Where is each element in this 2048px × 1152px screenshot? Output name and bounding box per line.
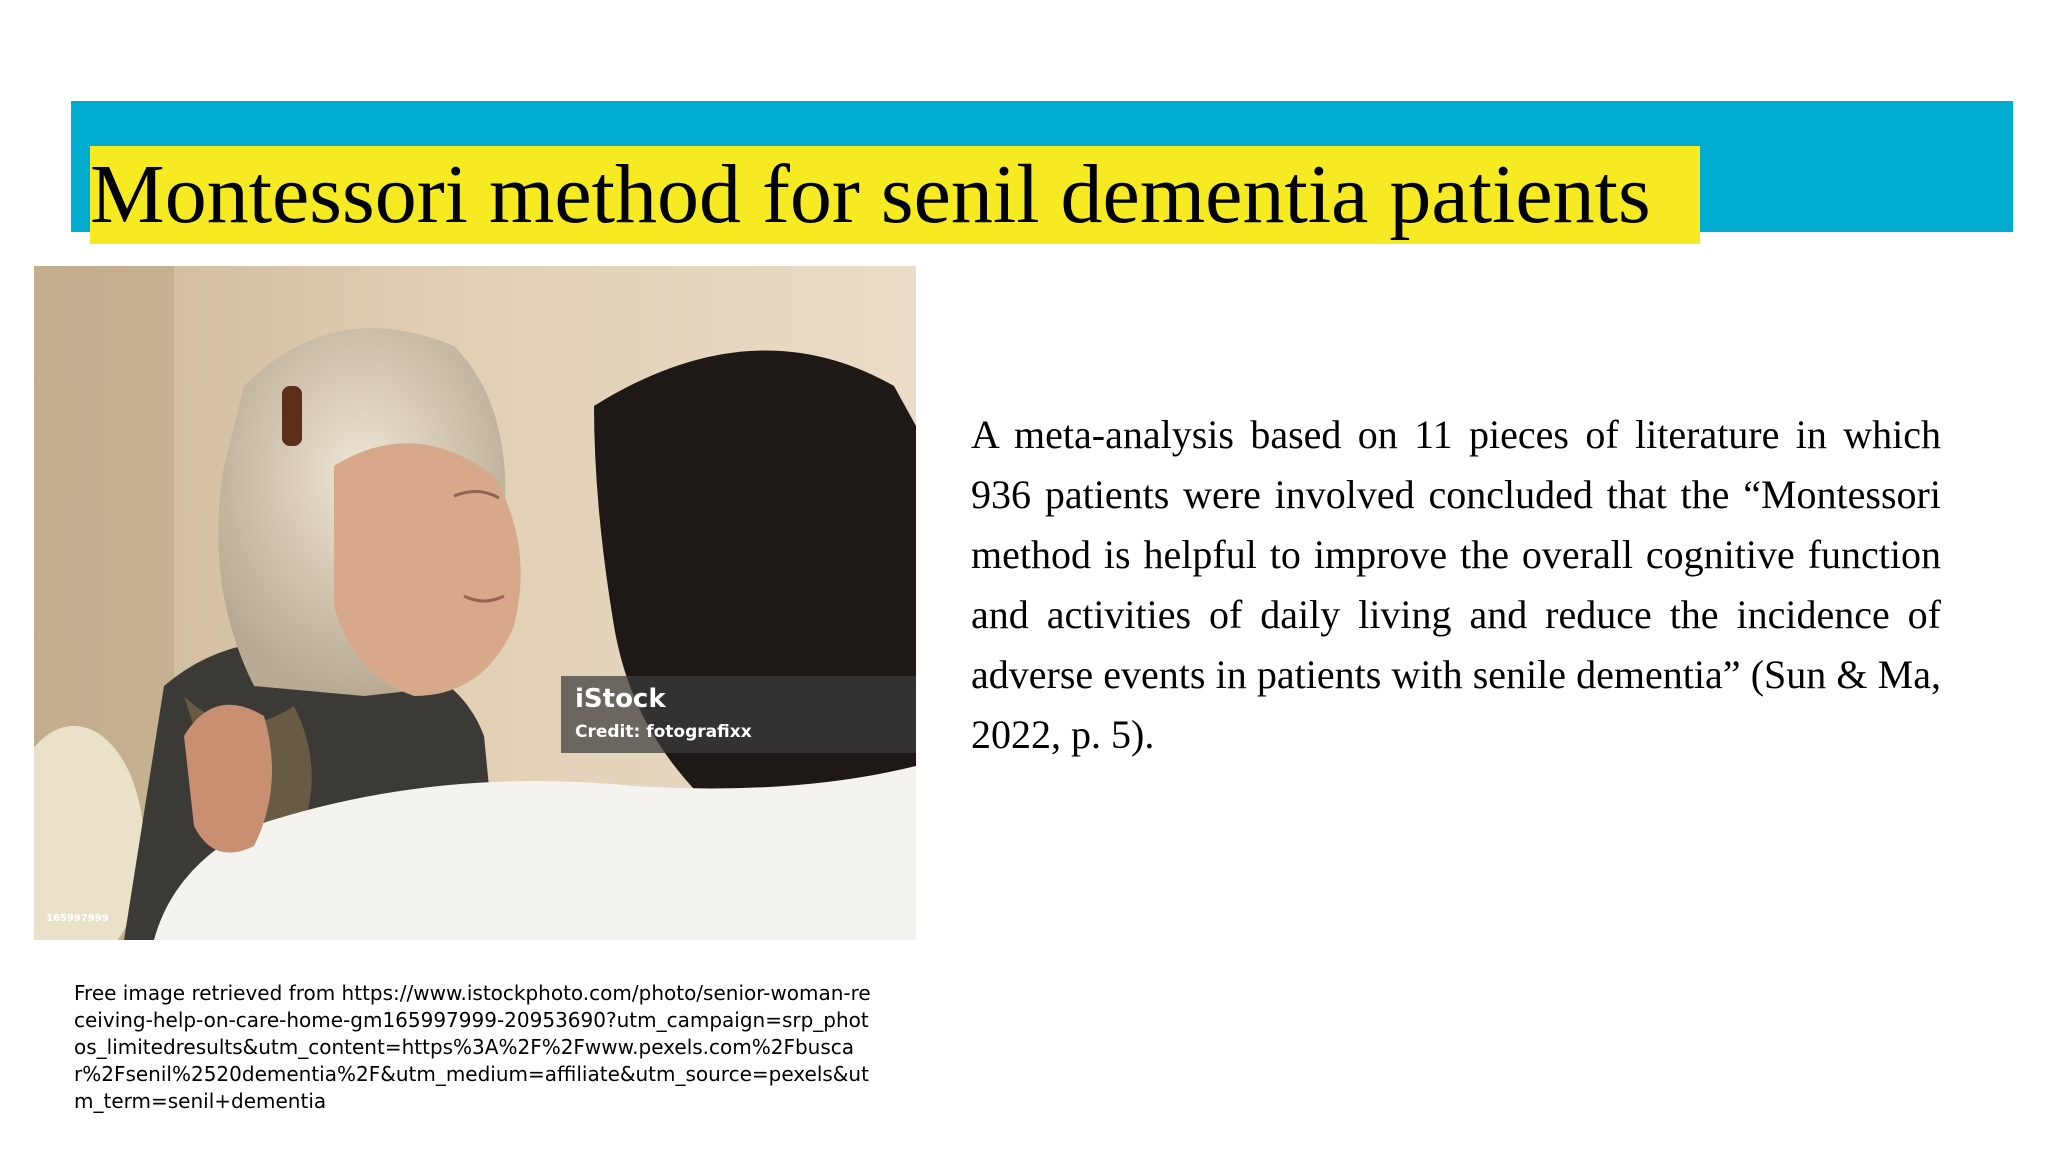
image-source-caption: Free image retrieved from https://www.istockphoto.com/photo/senior-woman-receiving-help-on-care-home-gm165997999-20953690?utm_campaign=srp_photos_limitedresults&utm_content=https%3A%2F%2Fwww.pexels.com%2Fbuscar%2Fsenil%2520dementia%2F&utm_medium=affiliate&utm_source=pexels&utm_term=senil+dementia xyxy=(74,981,871,1113)
slide-photo xyxy=(34,266,916,940)
photo-id: 165997999 xyxy=(46,913,109,924)
slide-title: Montessori method for senil dementia patients xyxy=(90,148,1651,241)
body-paragraph: A meta-analysis based on 11 pieces of literature in which 936 patients were involved concluded that the “Montessori method is helpful to improve the overall cognitive function and activities of daily living and reduce the incidence of adverse events in patients with senile dementia” (Sun & Ma, 2022, p. 5). xyxy=(971,412,1941,757)
istock-watermark xyxy=(561,676,916,753)
photo-credit: Credit: fotografixx xyxy=(575,722,752,742)
istock-logo: iStock xyxy=(575,684,666,714)
photo-illustration xyxy=(34,266,916,940)
